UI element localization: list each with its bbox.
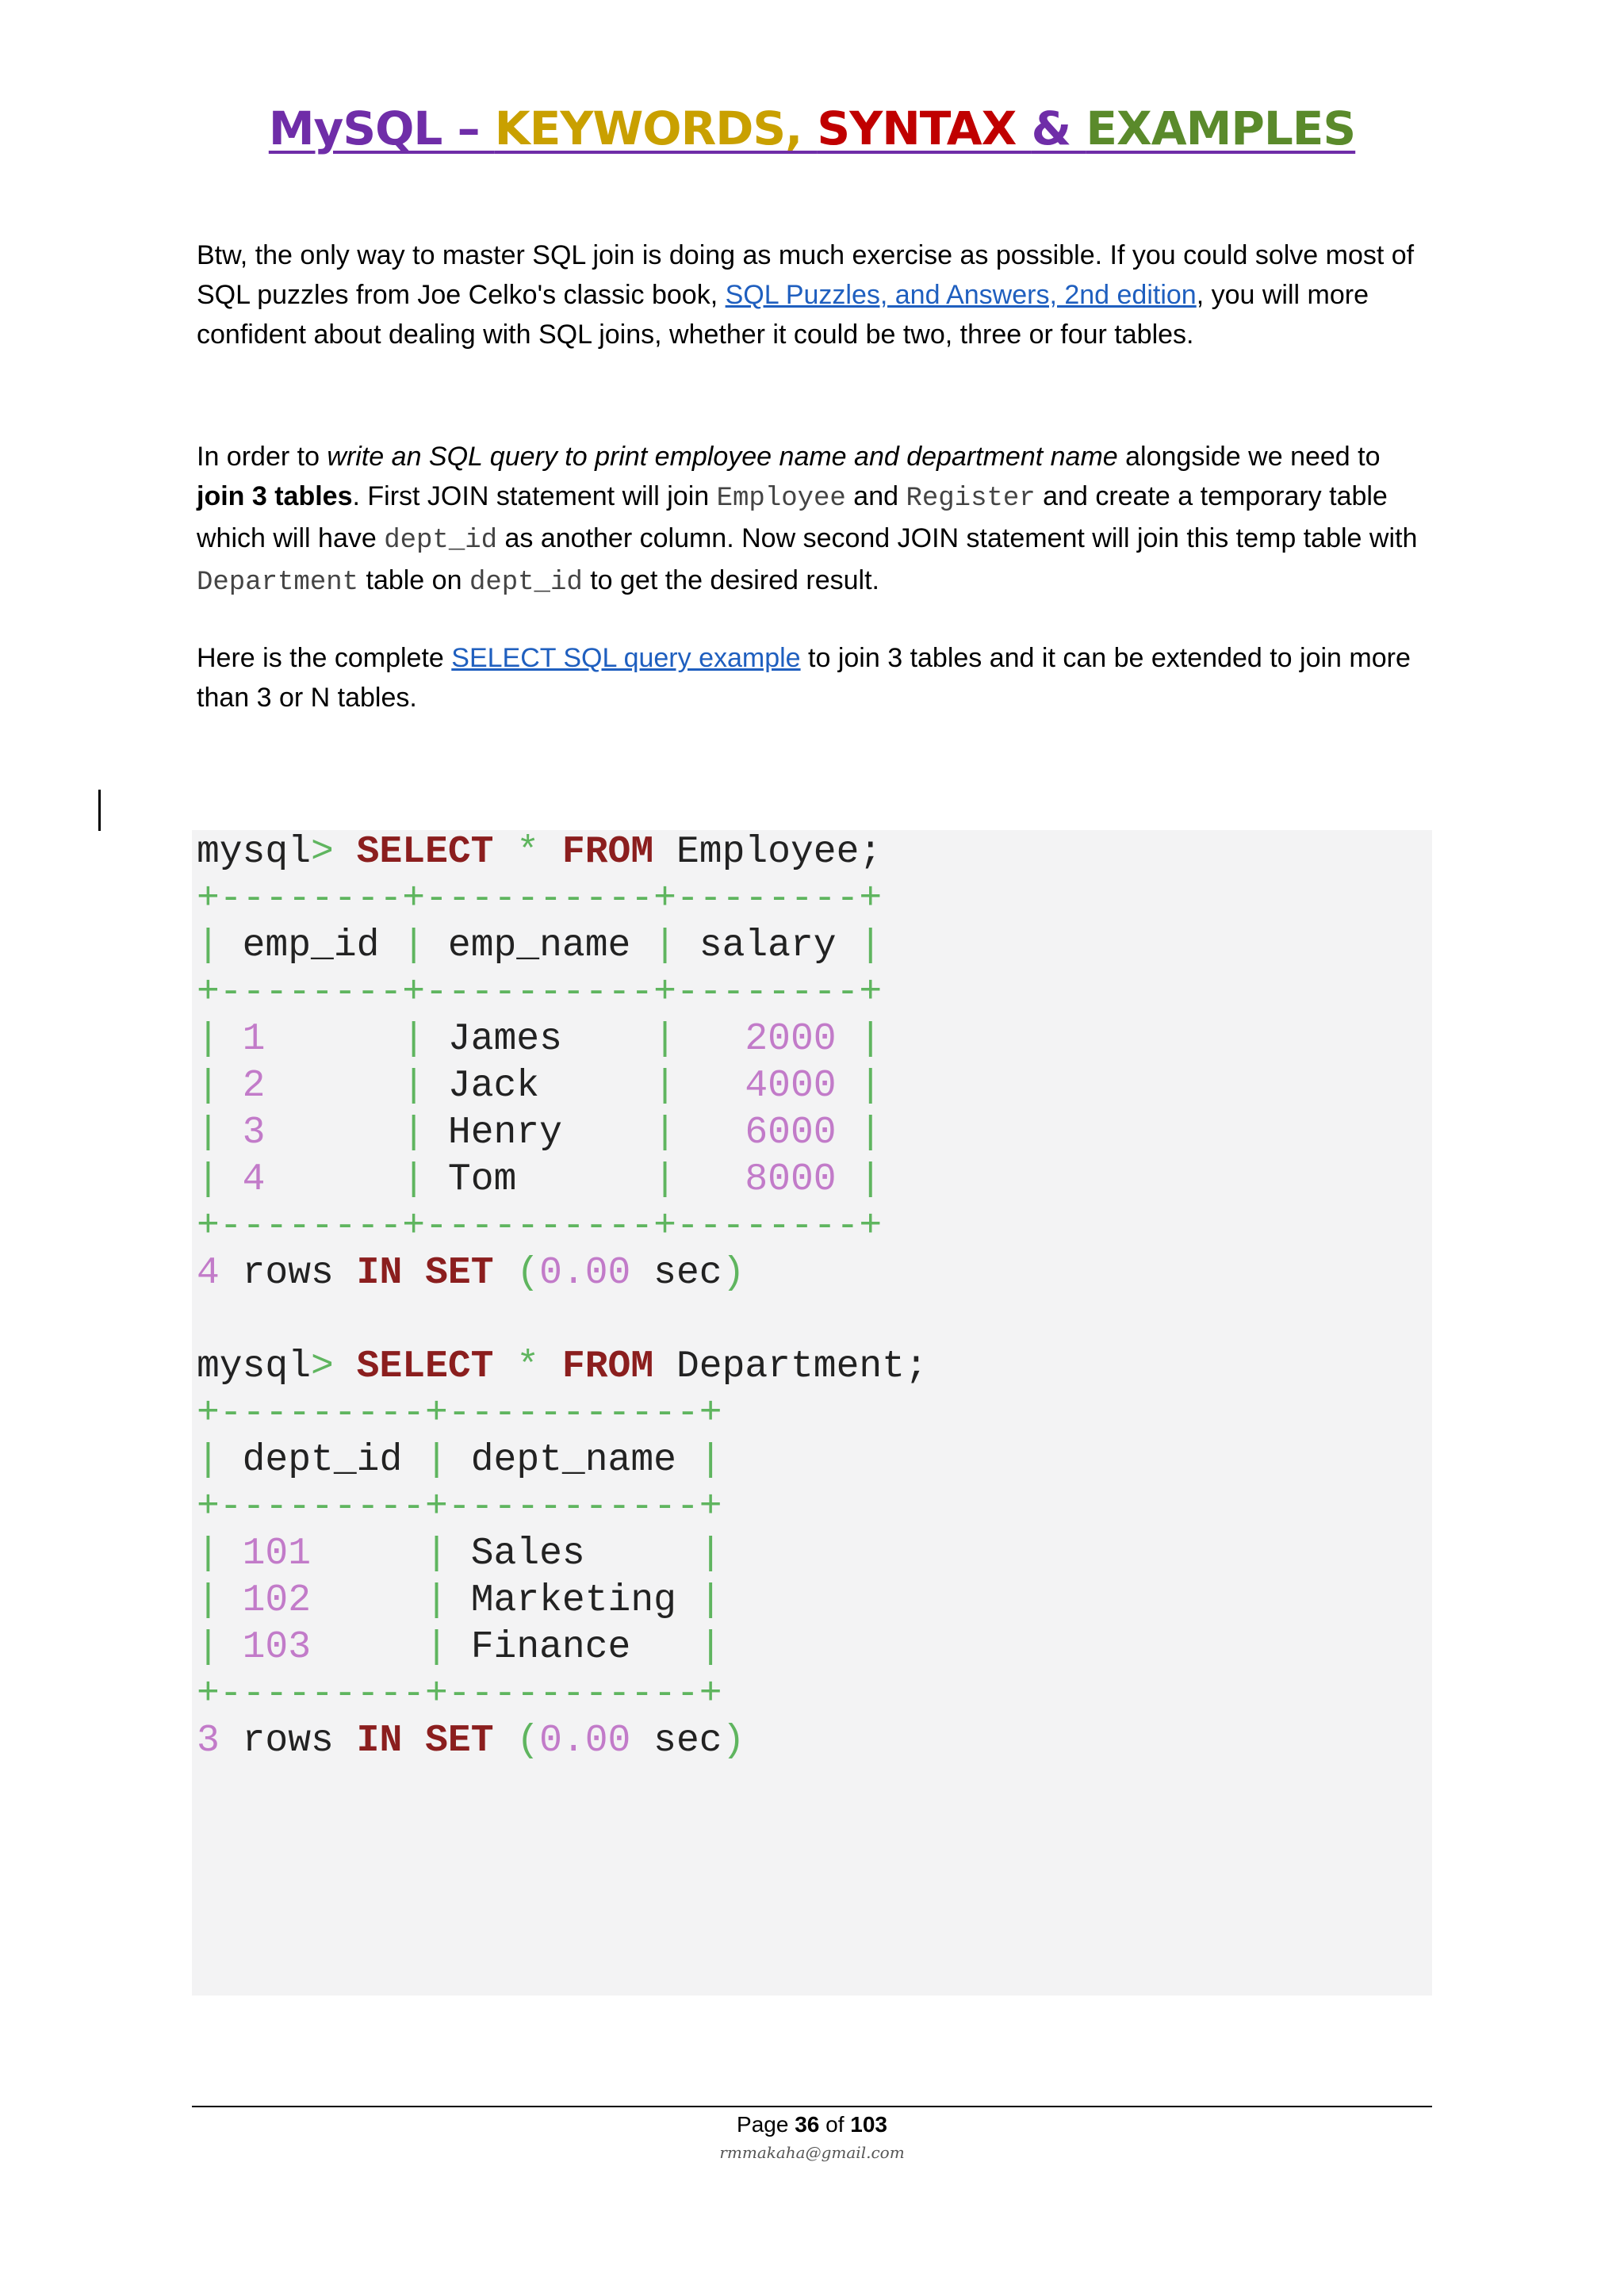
q1-border-top: +--------+----------+--------+	[197, 878, 883, 920]
sql-puzzles-link[interactable]: SQL Puzzles, and Answers, 2nd edition	[725, 280, 1197, 310]
q1-border-mid: +--------+----------+--------+	[197, 971, 883, 1014]
table-row: | 4 | Tom | 8000 |	[197, 1158, 883, 1201]
example-text-b: to join 3 tables and it can be extended to join more than 3 or N tables.	[197, 643, 1411, 713]
join-text-3: alongside we need to	[1117, 442, 1381, 472]
title-keywords: KEYWORDS,	[494, 101, 818, 155]
q2-header-row: | dept_id | dept_name |	[197, 1439, 722, 1482]
join-text-1: In order to	[197, 442, 327, 472]
join-text-10: to get the desired result.	[582, 565, 879, 595]
q1-footer: 4 rows IN SET (0.00 sec)	[197, 1252, 745, 1295]
table-row: | 2 | Jack | 4000 |	[197, 1065, 883, 1108]
title-syntax: SYNTAX	[817, 101, 1032, 155]
q1-prompt-line: mysql> SELECT * FROM Employee;	[197, 831, 883, 874]
q2-border-bottom: +---------+-----------+	[197, 1673, 722, 1716]
table-row: | 103 | Finance |	[197, 1626, 722, 1669]
page-title	[0, 101, 1624, 155]
q2-border-top: +---------+-----------+	[197, 1392, 722, 1435]
join-text-6: and	[845, 481, 906, 511]
example-text-a: Here is the complete	[197, 643, 452, 673]
intro-text-a: Btw, the only way to master SQL join is doing as much exercise as possible. If you could solve most of SQL puzzles from Joe Celko's classic book,	[197, 240, 1415, 310]
code-dept-id: dept_id	[384, 526, 498, 556]
page-number	[0, 2112, 1624, 2137]
page-label: Page	[737, 2112, 795, 2137]
paragraph-intro	[197, 235, 1434, 354]
text-cursor	[98, 790, 101, 831]
title-examples: EXAMPLES	[1086, 101, 1356, 155]
table-row: | 1 | James | 2000 |	[197, 1018, 883, 1061]
table-row: | 102 | Marketing |	[197, 1579, 722, 1622]
code-employee: Employee	[716, 484, 846, 514]
code-dept-id-2: dept_id	[469, 568, 583, 598]
code-register: Register	[906, 484, 1036, 514]
footer-divider	[192, 2106, 1432, 2107]
join-text-9: table on	[358, 565, 469, 595]
select-sql-link[interactable]: SELECT SQL query example	[451, 643, 801, 673]
title-mysql: MySQL –	[268, 101, 495, 155]
table-row: | 101 | Sales |	[197, 1533, 722, 1575]
footer-email: rmmakaha@gmail.com	[719, 2143, 905, 2162]
q2-prompt-line: mysql> SELECT * FROM Department;	[197, 1345, 928, 1388]
intro-text-b: , you will more confident about dealing with SQL joins, whether it could be two, three or four tables.	[197, 280, 1369, 350]
page-of: of	[819, 2112, 851, 2137]
join-text-italic: write an SQL query to print employee name and department name	[327, 442, 1118, 472]
code-department: Department	[197, 568, 359, 598]
title-ampersand: &	[1031, 101, 1086, 155]
page-current: 36	[795, 2112, 820, 2137]
page-total: 103	[850, 2112, 887, 2137]
join-text-5: . First JOIN statement will join	[352, 481, 717, 511]
join-text-bold: join 3 tables	[197, 481, 353, 511]
code-block	[197, 829, 928, 1765]
paragraph-example	[197, 638, 1434, 718]
join-text-8: as another column. Now second JOIN statement will join this temp table with	[497, 523, 1418, 553]
q2-footer: 3 rows IN SET (0.00 sec)	[197, 1720, 745, 1762]
paragraph-join-explanation	[197, 437, 1434, 603]
q1-header-row: | emp_id | emp_name | salary |	[197, 924, 883, 967]
join-text-7: and create a temporary table which will have	[197, 481, 1388, 553]
table-row: | 3 | Henry | 6000 |	[197, 1112, 883, 1154]
q2-border-mid: +---------+-----------+	[197, 1486, 722, 1529]
q1-border-bottom: +--------+----------+--------+	[197, 1205, 883, 1248]
